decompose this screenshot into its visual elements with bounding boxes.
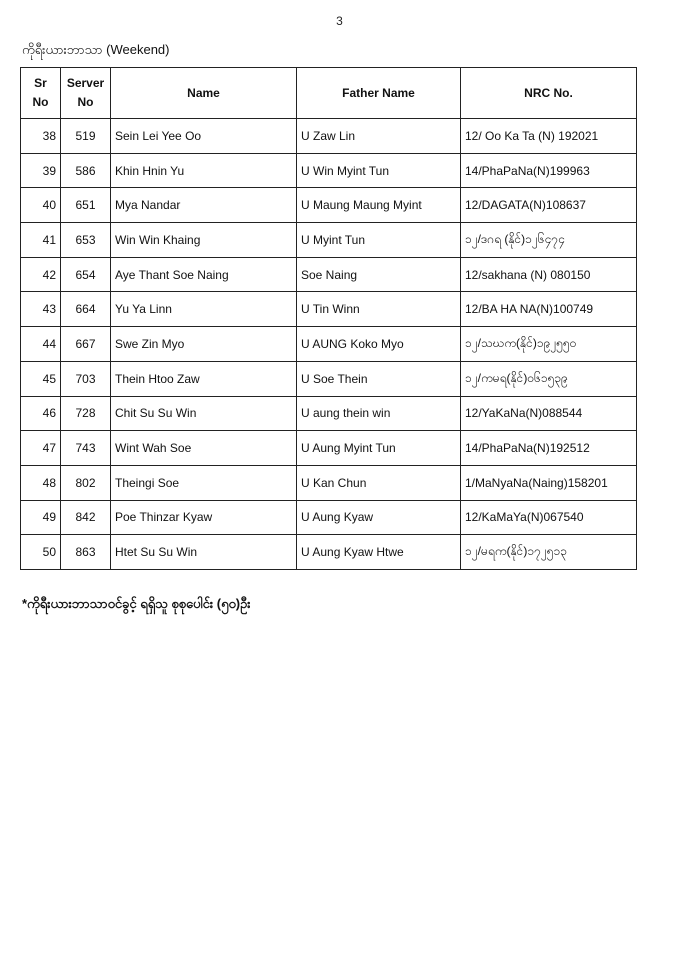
cell-nrc-no: ၁၂/ဒဂရ (နိုင်)၁၂၆၄၇၄	[461, 223, 637, 258]
header-sr-no: Sr No	[21, 68, 61, 119]
cell-server-no: 743	[61, 431, 111, 466]
table-row	[21, 188, 637, 223]
table-row	[21, 465, 637, 500]
header-server-no: Server No	[61, 68, 111, 119]
cell-father-name: U Kan Chun	[297, 465, 461, 500]
cell-name: Swe Zin Myo	[111, 327, 297, 362]
cell-name: Sein Lei Yee Oo	[111, 119, 297, 154]
cell-nrc-no: 12/YaKaNa(N)088544	[461, 396, 637, 431]
cell-name: Poe Thinzar Kyaw	[111, 500, 297, 535]
section-heading: ကိုရီးယားဘာသာ (Weekend)	[22, 42, 170, 57]
cell-sr-no: 42	[21, 257, 61, 292]
cell-name: Aye Thant Soe Naing	[111, 257, 297, 292]
cell-sr-no: 49	[21, 500, 61, 535]
cell-nrc-no: 12/ Oo Ka Ta (N) 192021	[461, 119, 637, 154]
cell-sr-no: 40	[21, 188, 61, 223]
cell-server-no: 654	[61, 257, 111, 292]
cell-father-name: U Soe Thein	[297, 361, 461, 396]
cell-name: Yu Ya Linn	[111, 292, 297, 327]
header-name: Name	[111, 68, 297, 119]
table-row	[21, 431, 637, 466]
cell-name: Thein Htoo Zaw	[111, 361, 297, 396]
cell-father-name: U aung thein win	[297, 396, 461, 431]
table-row	[21, 396, 637, 431]
cell-server-no: 586	[61, 153, 111, 188]
results-table	[20, 67, 637, 570]
cell-server-no: 802	[61, 465, 111, 500]
table-row	[21, 257, 637, 292]
cell-server-no: 653	[61, 223, 111, 258]
table-body	[21, 119, 637, 570]
cell-server-no: 842	[61, 500, 111, 535]
cell-sr-no: 45	[21, 361, 61, 396]
cell-server-no: 703	[61, 361, 111, 396]
cell-father-name: U Maung Maung Myint	[297, 188, 461, 223]
cell-father-name: U Aung Myint Tun	[297, 431, 461, 466]
cell-name: Chit Su Su Win	[111, 396, 297, 431]
table-row	[21, 500, 637, 535]
cell-name: Theingi Soe	[111, 465, 297, 500]
cell-name: Khin Hnin Yu	[111, 153, 297, 188]
cell-server-no: 651	[61, 188, 111, 223]
cell-nrc-no: 12/DAGATA(N)108637	[461, 188, 637, 223]
cell-father-name: U AUNG Koko Myo	[297, 327, 461, 362]
table-header-row	[21, 68, 637, 119]
cell-nrc-no: 12/KaMaYa(N)067540	[461, 500, 637, 535]
table-row	[21, 153, 637, 188]
cell-name: Htet Su Su Win	[111, 535, 297, 570]
cell-nrc-no: 14/PhaPaNa(N)192512	[461, 431, 637, 466]
cell-sr-no: 50	[21, 535, 61, 570]
cell-father-name: U Win Myint Tun	[297, 153, 461, 188]
cell-nrc-no: 12/BA HA NA(N)100749	[461, 292, 637, 327]
cell-server-no: 667	[61, 327, 111, 362]
cell-server-no: 664	[61, 292, 111, 327]
cell-father-name: U Aung Kyaw	[297, 500, 461, 535]
cell-name: Wint Wah Soe	[111, 431, 297, 466]
cell-nrc-no: ၁၂/သဃက(နိုင်)၁၉၂၅၅၀	[461, 327, 637, 362]
cell-sr-no: 41	[21, 223, 61, 258]
cell-sr-no: 44	[21, 327, 61, 362]
cell-sr-no: 43	[21, 292, 61, 327]
cell-server-no: 728	[61, 396, 111, 431]
table-row	[21, 327, 637, 362]
table-row	[21, 223, 637, 258]
cell-sr-no: 47	[21, 431, 61, 466]
cell-sr-no: 38	[21, 119, 61, 154]
cell-sr-no: 46	[21, 396, 61, 431]
cell-name: Mya Nandar	[111, 188, 297, 223]
cell-nrc-no: ၁၂/မရက(နိုင်)၁၇၂၅၁၃	[461, 535, 637, 570]
table-row	[21, 361, 637, 396]
cell-server-no: 863	[61, 535, 111, 570]
cell-father-name: Soe Naing	[297, 257, 461, 292]
cell-father-name: U Aung Kyaw Htwe	[297, 535, 461, 570]
cell-nrc-no: 12/sakhana (N) 080150	[461, 257, 637, 292]
cell-sr-no: 48	[21, 465, 61, 500]
table-row	[21, 119, 637, 154]
cell-father-name: U Zaw Lin	[297, 119, 461, 154]
cell-nrc-no: ၁၂/ကမရ(နိုင်)၀၆၁၅၃၉	[461, 361, 637, 396]
header-nrc-no: NRC No.	[461, 68, 637, 119]
table-row	[21, 292, 637, 327]
table-row	[21, 535, 637, 570]
cell-name: Win Win Khaing	[111, 223, 297, 258]
cell-server-no: 519	[61, 119, 111, 154]
cell-father-name: U Tin Winn	[297, 292, 461, 327]
footnote-total: *ကိုရီးယားဘာသာဝင်ခွင့် ရရှိသူ စုစုပေါင်း (၅၀)ဦး	[22, 596, 251, 611]
cell-father-name: U Myint Tun	[297, 223, 461, 258]
page-number: 3	[336, 14, 343, 28]
cell-nrc-no: 1/MaNyaNa(Naing)158201	[461, 465, 637, 500]
cell-sr-no: 39	[21, 153, 61, 188]
header-father-name: Father Name	[297, 68, 461, 119]
cell-nrc-no: 14/PhaPaNa(N)199963	[461, 153, 637, 188]
